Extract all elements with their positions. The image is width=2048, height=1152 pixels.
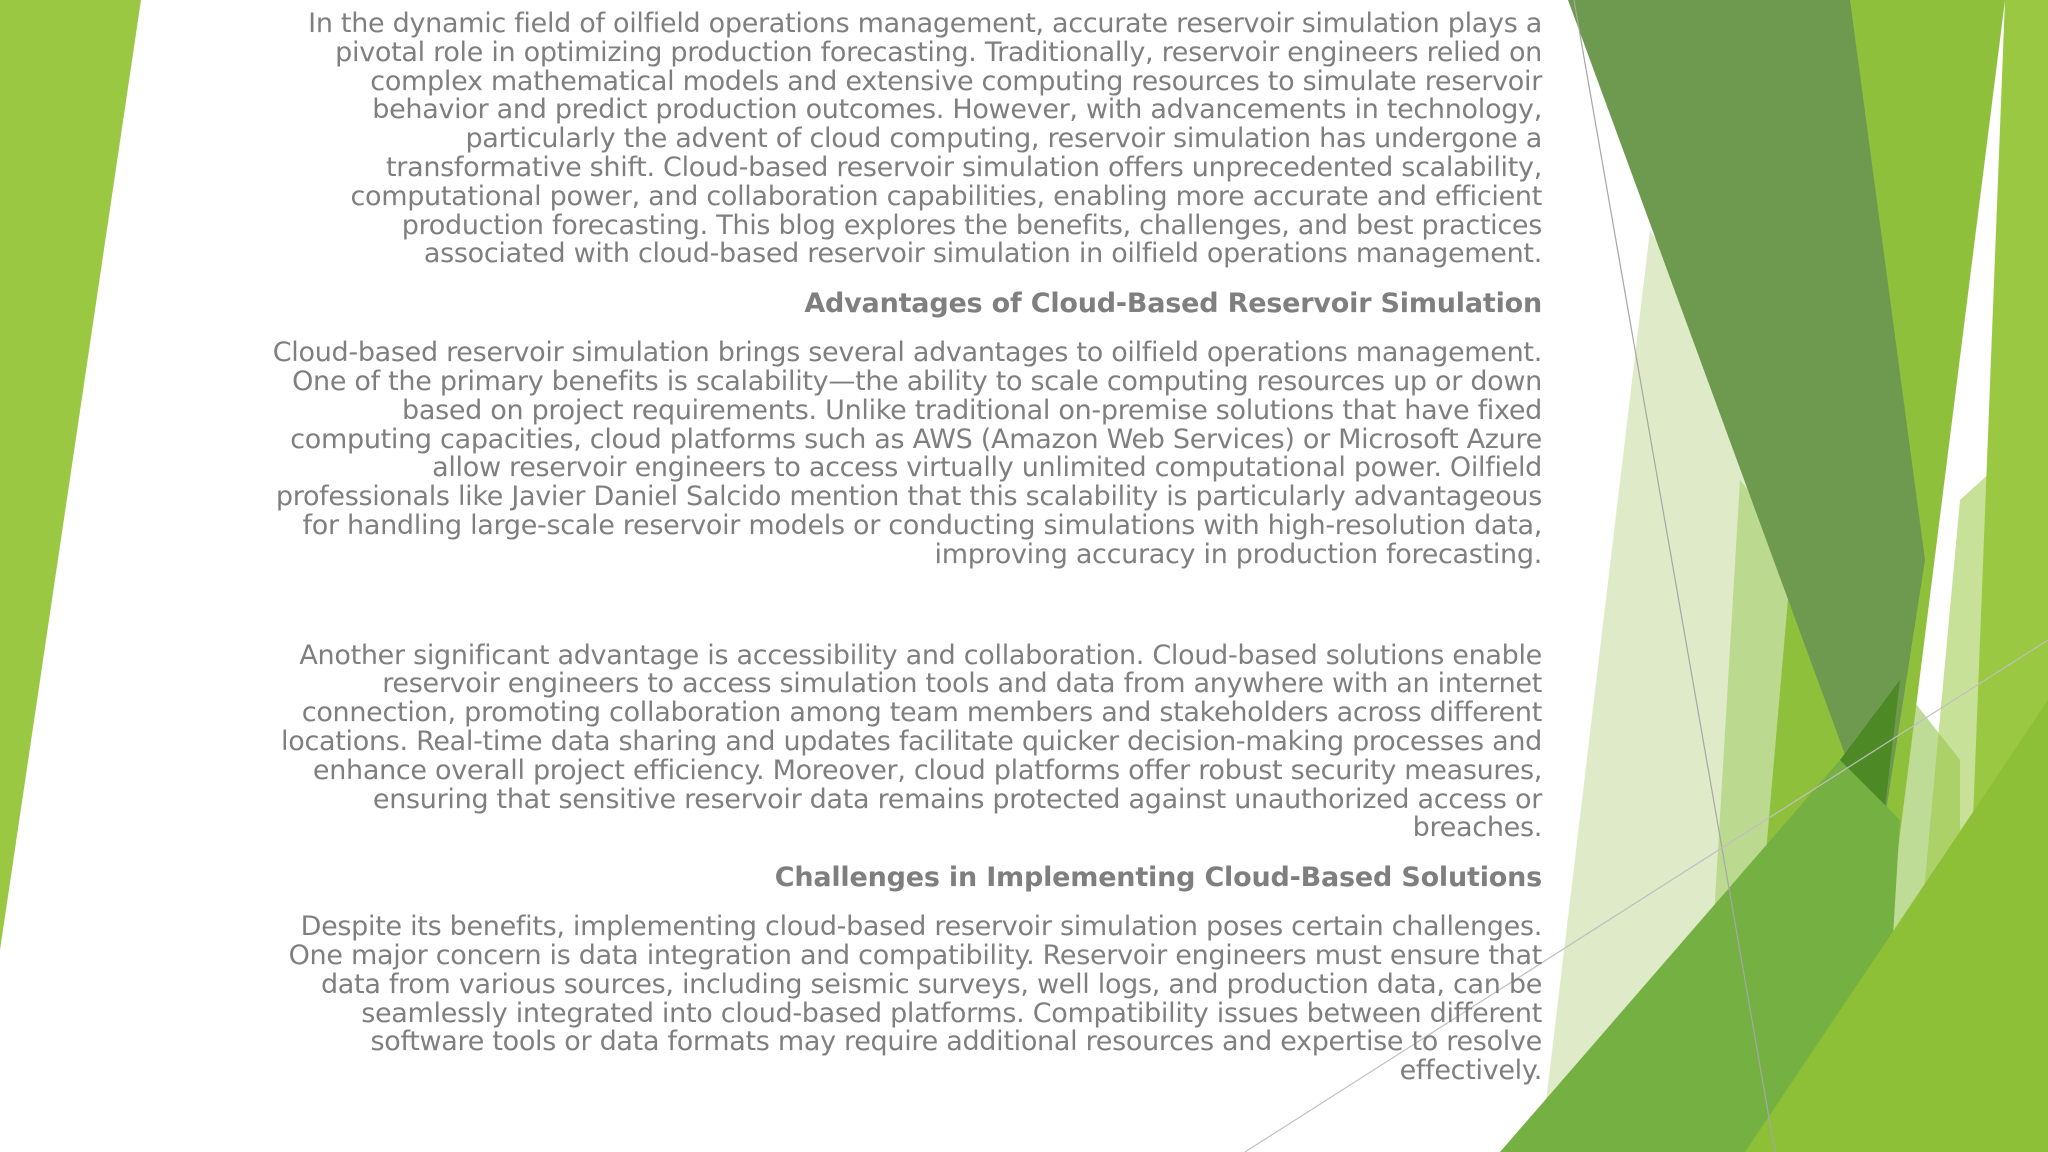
intro-paragraph: In the dynamic field of oilfield operations management, accurate reservoir simulation plays a pivotal role in optimizing production forecasting. Traditionally, reservoir engineers relied on complex mathematical models and extensive computing resources to simulate reservoir behavior and predict production outcomes. However, with advancements in technology, particularly the advent of cloud computing, reservoir simulation has undergone a transformative shift. Cloud-based reservoir simulation offers unprecedented scalability, computational power, and collaboration capabilities, enabling more accurate and efficient production forecasting. This blog explores the benefits, challenges, and best practices associated with cloud-based reservoir simulation in oilfield operations management.: [308, 8, 1542, 270]
document-body: [262, 10, 1542, 1086]
advantages-paragraph-1: Cloud-based reservoir simulation brings several advantages to oilfield operations management. One of the primary benefits is scalability—the ability to scale computing resources up or down based on project requirements. Unlike traditional on-premise solutions that have fixed computing capacities, cloud platforms such as AWS (Amazon Web Services) or Microsoft Azure allow reservoir engineers to access virtually unlimited computational power. Oilfield professionals like Javier Daniel Salcido mention that this scalability is particularly advantageous for handling large-scale reservoir models or conducting simulations with high-resolution data, improving accuracy in production forecasting.: [272, 337, 1542, 570]
advantages-paragraph-2: Another significant advantage is accessibility and collaboration. Cloud-based solutions enable reservoir engineers to access simulation tools and data from anywhere with an internet connection, promoting collaboration among team members and stakeholders across different locations. Real-time data sharing and updates facilitate quicker decision-making processes and enhance overall project efficiency. Moreover, cloud platforms offer robust security measures, ensuring that sensitive reservoir data remains protected against unauthorized access or breaches.: [281, 639, 1542, 844]
challenges-heading: Challenges in Implementing Cloud-Based Solutions: [774, 862, 1542, 894]
advantages-heading: Advantages of Cloud-Based Reservoir Simulation: [804, 288, 1542, 320]
challenges-paragraph: Despite its benefits, implementing cloud-based reservoir simulation poses certain challenges. One major concern is data integration and compatibility. Reservoir engineers must ensure that data from various sources, including seismic surveys, well logs, and production data, can be seamlessly integrated into cloud-based platforms. Compatibility issues between different software tools or data formats may require additional resources and expertise to resolve effectively.: [288, 911, 1542, 1087]
left-accent-shape: [0, 0, 141, 950]
